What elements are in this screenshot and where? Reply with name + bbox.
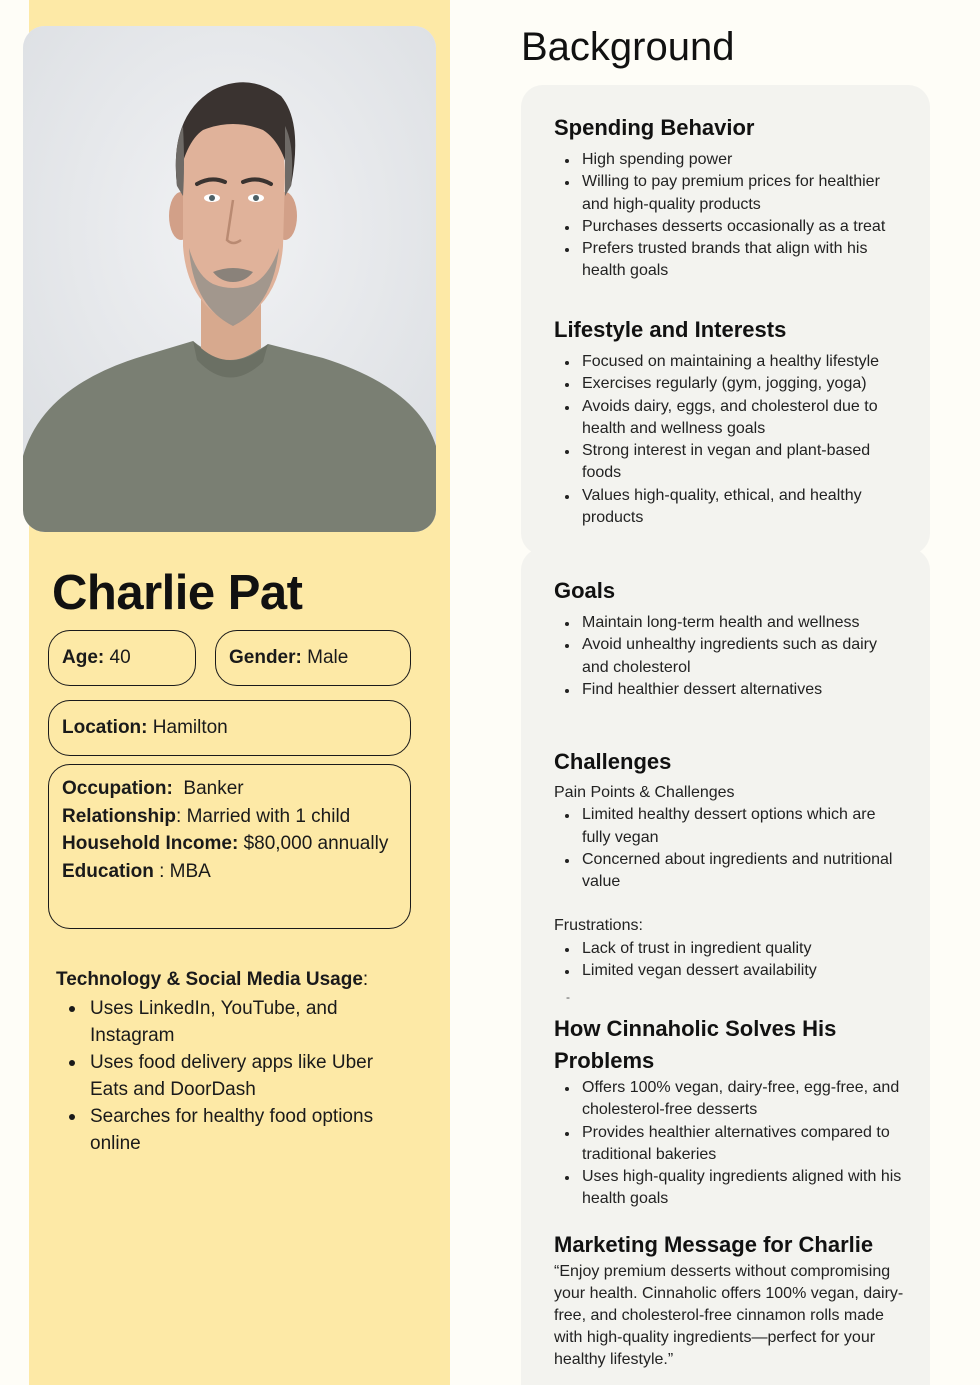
income-label: Household Income:: [62, 833, 239, 854]
spending-list: [554, 149, 904, 283]
solutions-section: [554, 1013, 904, 1211]
age-pill: [48, 630, 196, 686]
lifestyle-heading: Lifestyle and Interests: [554, 317, 787, 342]
age-label: Age:: [62, 647, 105, 668]
gender-pill: [215, 630, 411, 686]
relationship-value: : Married with 1 child: [176, 805, 351, 827]
list-item: Uses LinkedIn, YouTube, and Instagram: [56, 995, 416, 1049]
education-label: Education: [62, 860, 154, 882]
lifestyle-list: [554, 351, 904, 529]
income-value: $80,000 annually: [243, 833, 389, 854]
marketing-section: [554, 1229, 904, 1371]
marketing-message: “Enjoy premium desserts without compromising your health. Cinnaholic offers 100% vegan, dairy-free, and cholesterol-free cinnamon rolls made with high-quality ingredients—perfect for your healthy lifestyle.”: [554, 1263, 904, 1368]
goals-section: [554, 575, 904, 701]
list-item: Avoid unhealthy ingredients such as dairy and cholesterol: [554, 634, 904, 679]
persona-name: Charlie Pat: [52, 566, 303, 620]
list-item: Concerned about ingredients and nutritional value: [554, 849, 904, 894]
persona-photo: [23, 26, 436, 532]
list-item: Limited vegan dessert availability: [554, 960, 904, 982]
technology-heading: Technology & Social Media Usage: [56, 969, 363, 990]
list-item: Maintain long-term health and wellness: [554, 612, 904, 634]
spending-heading: Spending Behavior: [554, 115, 755, 140]
solutions-heading: How Cinnaholic Solves His Problems: [554, 1016, 837, 1073]
list-item: Uses food delivery apps like Uber Eats and DoorDash: [56, 1049, 416, 1103]
frustrations-label: Frustrations:: [554, 917, 643, 935]
list-item: Lack of trust in ingredient quality: [554, 938, 904, 960]
portrait-illustration: [23, 26, 436, 532]
challenges-heading: Challenges: [554, 749, 672, 774]
technology-section: [56, 966, 416, 1157]
age-value: 40: [109, 647, 131, 668]
goals-heading: Goals: [554, 578, 616, 603]
gender-label: Gender:: [229, 647, 302, 668]
relationship-line: [62, 803, 397, 831]
lifestyle-section: [554, 314, 904, 529]
list-item: Searches for healthy food options online: [56, 1103, 416, 1157]
education-line: [62, 858, 397, 886]
pain-points-list: [554, 804, 904, 893]
list-item: Exercises regularly (gym, jogging, yoga): [554, 373, 904, 395]
list-item: Offers 100% vegan, dairy-free, egg-free, and cholesterol-free desserts: [554, 1077, 904, 1122]
list-item: Prefers trusted brands that align with his health goals: [554, 238, 904, 283]
education-value: : MBA: [153, 860, 211, 882]
occupation-label: Occupation:: [62, 778, 173, 799]
list-item: Focused on maintaining a healthy lifestyle: [554, 351, 904, 373]
technology-heading-colon: :: [362, 969, 369, 990]
list-item: Limited healthy dessert options which are fully vegan: [554, 804, 904, 849]
goals-list: [554, 612, 904, 701]
list-item: Willing to pay premium prices for healthier and high-quality products: [554, 171, 904, 216]
relationship-label: Relationship: [62, 805, 177, 827]
list-item: Strong interest in vegan and plant-based foods: [554, 440, 904, 485]
list-item: Uses high-quality ingredients aligned with his health goals: [554, 1166, 904, 1211]
gender-value: Male: [307, 647, 349, 668]
location-label: Location:: [62, 717, 148, 738]
background-title: Background: [521, 25, 735, 69]
location-pill: [48, 700, 411, 756]
spending-section: [554, 112, 904, 283]
stray-dash: -: [566, 990, 570, 1004]
demographics-box: [48, 764, 411, 929]
pain-points-label: Pain Points & Challenges: [554, 784, 735, 801]
list-item: Values high-quality, ethical, and healthy products: [554, 485, 904, 530]
location-value: Hamilton: [152, 717, 228, 738]
technology-heading-line: [56, 966, 416, 993]
occupation-line: [62, 775, 397, 803]
solutions-list: [554, 1077, 904, 1211]
list-item: Purchases desserts occasionally as a treat: [554, 216, 904, 238]
challenges-section: [554, 746, 904, 982]
list-item: High spending power: [554, 149, 904, 171]
list-item: Avoids dairy, eggs, and cholesterol due to health and wellness goals: [554, 396, 904, 441]
frustrations-list: [554, 938, 904, 983]
income-line: [62, 830, 397, 858]
occupation-value: Banker: [183, 778, 244, 799]
list-item: Find healthier dessert alternatives: [554, 679, 904, 701]
marketing-heading: Marketing Message for Charlie: [554, 1232, 874, 1257]
technology-list: [56, 995, 416, 1157]
list-item: Provides healthier alternatives compared to traditional bakeries: [554, 1122, 904, 1167]
